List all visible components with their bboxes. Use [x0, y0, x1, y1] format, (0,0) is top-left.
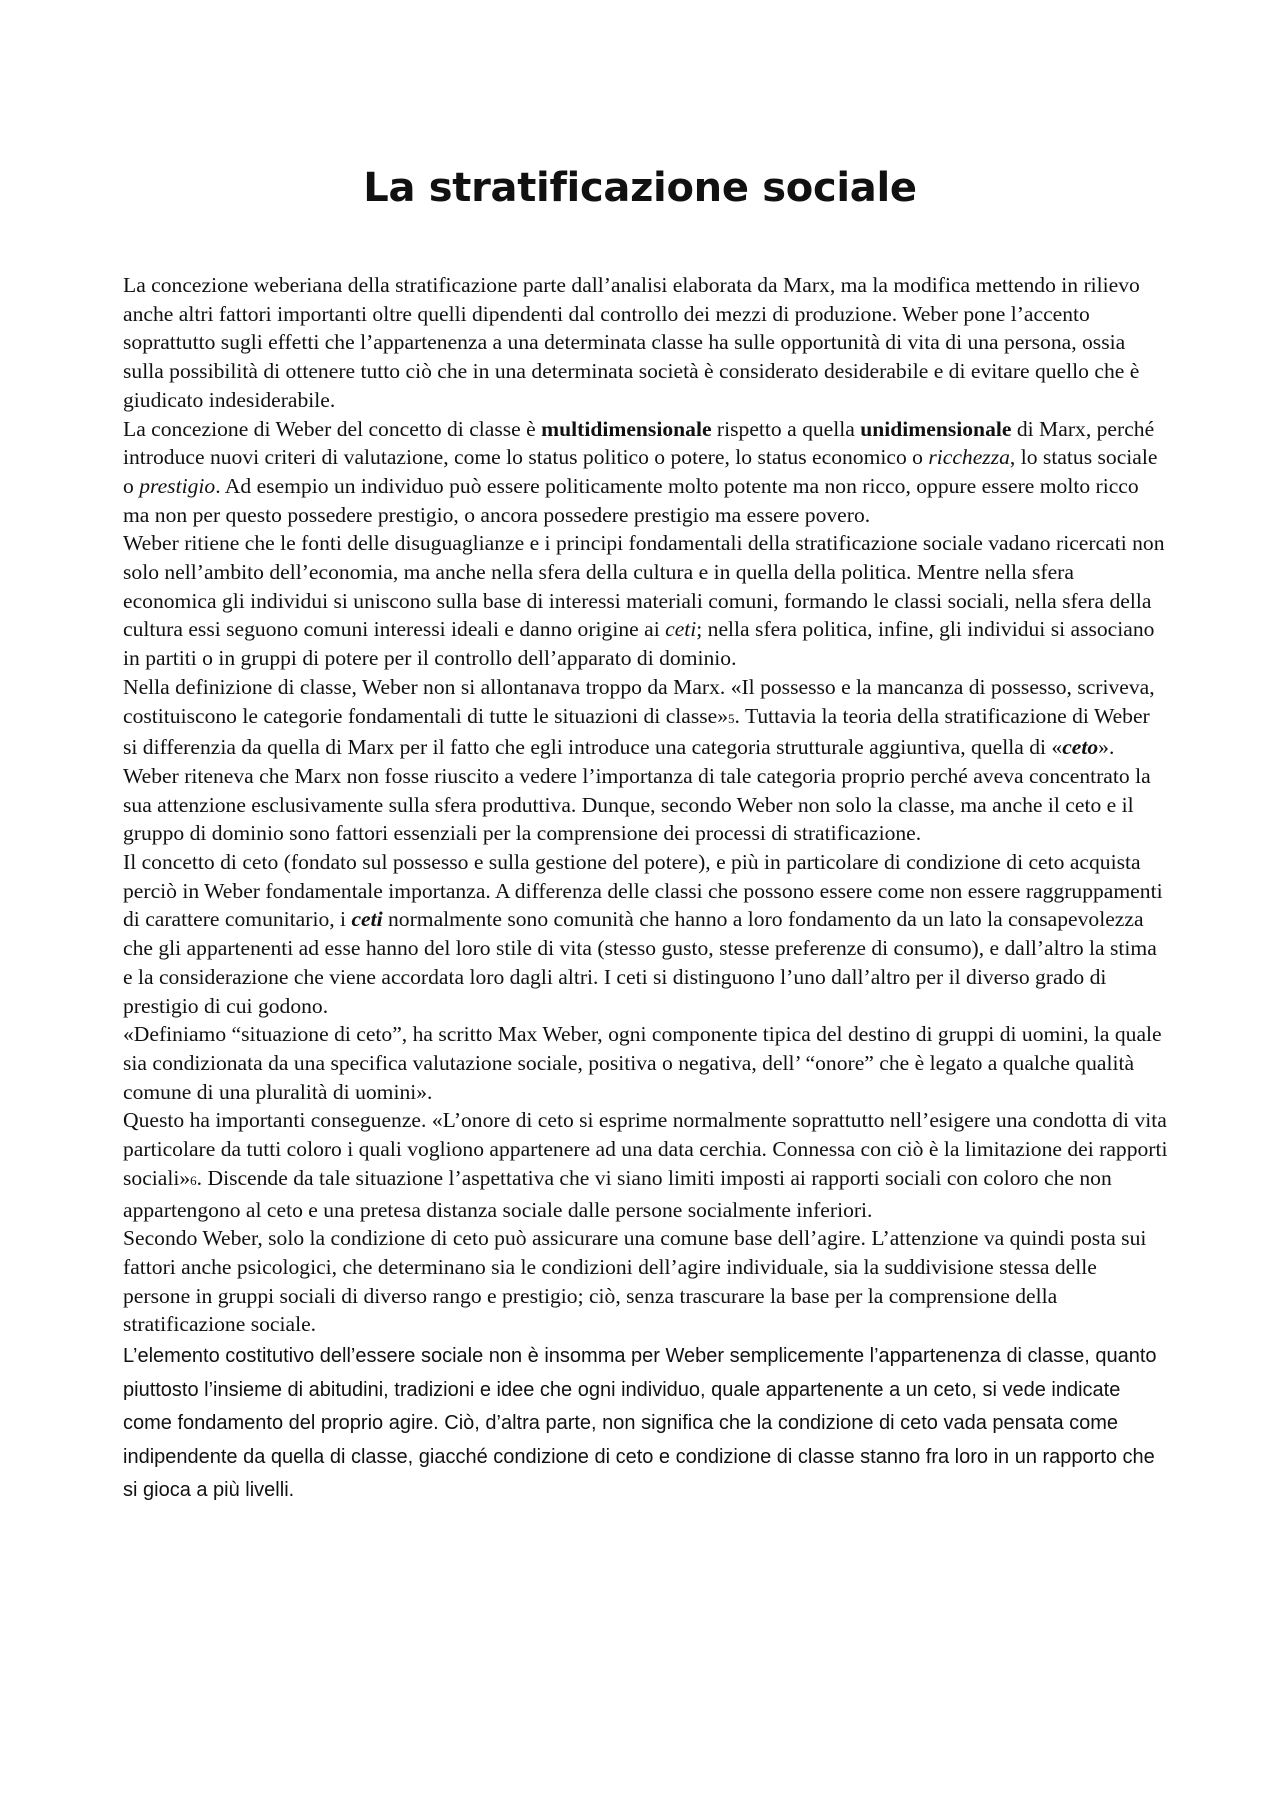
document-body	[123, 271, 1168, 1508]
text-run: ». Weber riteneva che Marx non fosse riuscito a vedere l’importanza di tale categoria proprio perché aveva concentrato la sua attenzione esclusivamente sulla sfera produttiva. Dunque, secondo Weber non solo la classe, ma anche il ceto e il gruppo di dominio sono fattori essenziali per la comprensione dei processi di stratificazione.	[123, 735, 1151, 846]
paragraph-1: La concezione weberiana della stratificazione parte dall’analisi elaborata da Marx, ma la modifica mettendo in rilievo anche altri fattori importanti oltre quelli dipendenti dal controllo dei mezzi di produzione. Weber pone l’accento soprattutto sugli effetti che l’appartenenza a una determinata classe ha sulle opportunità di vita di una persona, ossia sulla possibilità di ottenere tutto ciò che in una determinata società è considerato desiderabile e di evitare quello che è giudicato indesiderabile.	[123, 273, 1140, 412]
italic-term-prestigio: prestigio	[139, 473, 216, 498]
paragraph-6: «Definiamo “situazione di ceto”, ha scritto Max Weber, ogni componente tipica del destino di gruppi di uomini, la quale sia condizionata da una specifica valutazione sociale, positiva o negativa, dell’ “onore” che è legato a qualche qualità comune di una pluralità di uomini».	[123, 1022, 1162, 1104]
paragraph-3	[123, 529, 1168, 673]
text-run: ; nella sfera politica, infine, gli individui si associano in partiti o in gruppi di potere per il controllo dell’apparato di dominio.	[123, 617, 1155, 671]
page-title: La stratificazione sociale	[363, 165, 917, 211]
text-run: di Marx, perché introduce nuovi criteri di valutazione, come lo status politico o potere, lo status economico o	[123, 416, 1155, 470]
bold-term-multidimensionale: multidimensionale	[541, 416, 712, 441]
text-run: La concezione di Weber del concetto di classe è	[123, 416, 542, 441]
paragraph-9: L’elemento costitutivo dell’essere sociale non è insomma per Weber semplicemente l’appartenenza di classe, quanto piuttosto l’insieme di abitudini, tradizioni e idee che ogni individuo, quale appartenente a un ceto, si vede indicate come fondamento del proprio agire. Ciò, d’altra parte, non significa che la condizione di ceto vada pensata come indipendente da quella di classe, giacché condizione di ceto e condizione di classe stanno fra loro in un rapporto che si gioca a più livelli.	[123, 1345, 1157, 1502]
footnote-marker: 5	[728, 710, 735, 726]
text-run: Weber ritiene che le fonti delle disuguaglianze e i principi fondamentali della stratificazione sociale vadano ricercati non solo nell’ambito dell’economia, ma anche nella sfera della cultura e in quella della politica. Mentre nella sfera economica gli individui si uniscono sulla base di interessi materiali comuni, formando le classi sociali, nella sfera della cultura essi seguono comuni interessi ideali e danno origine ai	[123, 531, 1165, 642]
bold-italic-term-ceti: ceti	[351, 907, 383, 932]
italic-term-ceti: ceti	[665, 617, 697, 642]
italic-term-ricchezza: ricchezza	[928, 445, 1010, 470]
text-run: normalmente sono comunità che hanno a loro fondamento da un lato la consapevolezza che gli appartenenti ad esse hanno del loro stile di vita (stesso gusto, stesse preferenze di consumo), e dall’altro la stima e la considerazione che viene accordata loro dagli altri. I ceti si distinguono l’uno dall’altro per il diverso grado di prestigio di cui godono.	[123, 907, 1157, 1018]
paragraph-8: Secondo Weber, solo la condizione di ceto può assicurare una comune base dell’agire. L’attenzione va quindi posta sui fattori anche psicologici, che determinano sia le condizioni dell’agire individuale, sia la suddivisione stessa delle persone in gruppi sociali di diverso rango e prestigio; ciò, senza trascurare la base per la comprensione della stratificazione sociale.	[123, 1226, 1147, 1337]
text-run: Nella definizione di classe, Weber non si allontanava troppo da Marx. «Il possesso e la mancanza di possesso, scriveva, costituiscono le categorie fondamentali di tutte le situazioni di classe»	[123, 674, 1155, 728]
text-run: . Tuttavia la teoria della stratificazione di Weber si differenzia da quella di Marx per il fatto che egli introduce una categoria strutturale aggiuntiva, quella di «	[123, 703, 1150, 760]
text-run: . Ad esempio un individuo può essere politicamente molto potente ma non ricco, oppure essere molto ricco ma non per questo possedere prestigio, o ancora possedere prestigio ma essere povero.	[123, 473, 1139, 527]
text-run: Il concetto di ceto (fondato sul possesso e sulla gestione del potere), e più in particolare di condizione di ceto acquista perciò in Weber fondamentale importanza. A differenza delle classi che possono essere come non essere raggruppamenti di carattere comunitario, i	[123, 850, 1163, 932]
paragraph-2	[123, 415, 1168, 530]
text-run: , lo status sociale o	[123, 445, 1158, 498]
bold-italic-term-ceto: ceto	[1062, 735, 1099, 760]
footnote-marker: 6	[190, 1172, 197, 1188]
bold-term-unidimensionale: unidimensionale	[860, 416, 1012, 441]
text-run: Questo ha importanti conseguenze. «L’onore di ceto si esprime normalmente soprattutto nell’esigere una condotta di vita particolare da tutti coloro i quali vogliono appartenere ad una data cerchia. Connessa con ciò è la limitazione dei rapporti sociali»	[123, 1108, 1168, 1190]
text-run: . Discende da tale situazione l’aspettativa che vi siano limiti imposti ai rapporti sociali con coloro che non appartengono al ceto e una pretesa distanza sociale dalle persone socialmente inferiori.	[123, 1165, 1112, 1222]
paragraph-4	[123, 673, 1168, 848]
paragraph-7	[123, 1106, 1168, 1224]
paragraph-5	[123, 848, 1168, 1020]
text-run: rispetto a quella	[711, 416, 861, 441]
